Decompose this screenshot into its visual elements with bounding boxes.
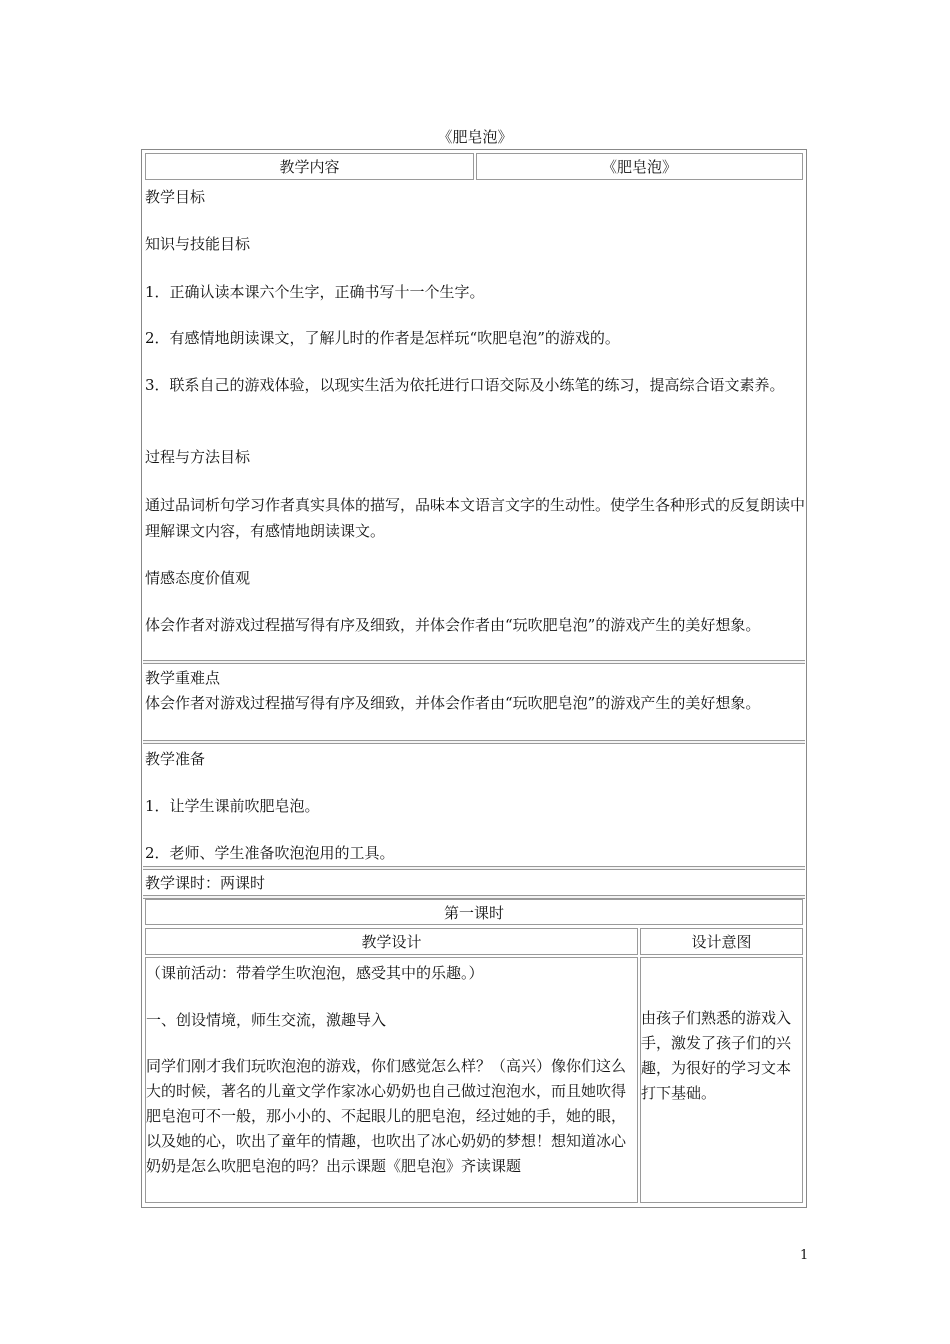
intent-column-header: 设计意图 (640, 928, 803, 955)
objective-item-3: 3．联系自己的游戏体验，以现实生活为依托进行口语交际及小练笔的练习，提高综合语文素养。 (145, 376, 785, 394)
class-hours: 教学课时：两课时 (145, 874, 266, 892)
row-divider (143, 660, 805, 664)
lesson-plan-table (141, 149, 807, 1208)
preparation-item-2: 2．老师、学生准备吹泡泡用的工具。 (145, 844, 395, 862)
design-content-cell (145, 957, 638, 1203)
process-text: 通过品词析句学习作者真实具体的描写，品味本文语言文字的生动性。使学生各种形式的反复朗读中理解课文内容，有感情地朗读课文。 (145, 496, 806, 540)
step-1-heading: 一、创设情境，师生交流，激趣导入 (146, 1011, 387, 1029)
header-value-cell: 《肥皂泡》 (476, 153, 803, 180)
knowledge-heading: 知识与技能目标 (145, 235, 251, 253)
objective-item-2: 2．有感情地朗读课文，了解儿时的作者是怎样玩“吹肥皂泡”的游戏的。 (145, 329, 620, 347)
key-points-heading: 教学重难点 (145, 669, 221, 687)
first-lesson-title: 第一课时 (145, 899, 803, 925)
header-label-cell: 教学内容 (145, 153, 474, 180)
intent-content-cell (640, 957, 803, 1203)
design-column-header: 教学设计 (145, 928, 638, 955)
objective-item-1: 1．正确认读本课六个生字，正确书写十一个生字。 (145, 283, 485, 301)
preparation-item-1: 1．让学生课前吹肥皂泡。 (145, 797, 320, 815)
page-number: 1 (800, 1248, 809, 1263)
pre-activity: （课前活动：带着学生吹泡泡，感受其中的乐趣。） (146, 964, 484, 982)
process-heading: 过程与方法目标 (145, 448, 251, 466)
emotion-text: 体会作者对游戏过程描写得有序及细致，并体会作者由“玩吹肥皂泡”的游戏产生的美好想象。 (145, 616, 761, 634)
row-divider (143, 740, 805, 744)
key-points-text: 体会作者对游戏过程描写得有序及细致，并体会作者由“玩吹肥皂泡”的游戏产生的美好想象。 (145, 694, 761, 712)
design-intent-text: 由孩子们熟悉的游戏入手，激发了孩子们的兴趣，为很好的学习文本打下基础。 (641, 1009, 792, 1102)
emotion-heading: 情感态度价值观 (145, 569, 251, 587)
step-1-body: 同学们刚才我们玩吹泡泡的游戏，你们感觉怎么样？（高兴）像你们这么大的时候，著名的儿童文学作家冰心奶奶也自己做过泡泡水，而且她吹得肥皂泡可不一般，那小小的、不起眼儿的肥皂泡，经过她的手，她的眼，以及她的心，吹出了童年的情趣，也吹出了冰心奶奶的梦想！想知道冰心奶奶是怎么吹肥皂泡的吗？出示课题《肥皂泡》齐读课题 (146, 1057, 627, 1175)
preparation-heading: 教学准备 (145, 750, 206, 768)
document-title: 《肥皂泡》 (437, 128, 513, 146)
objectives-heading: 教学目标 (145, 188, 206, 206)
